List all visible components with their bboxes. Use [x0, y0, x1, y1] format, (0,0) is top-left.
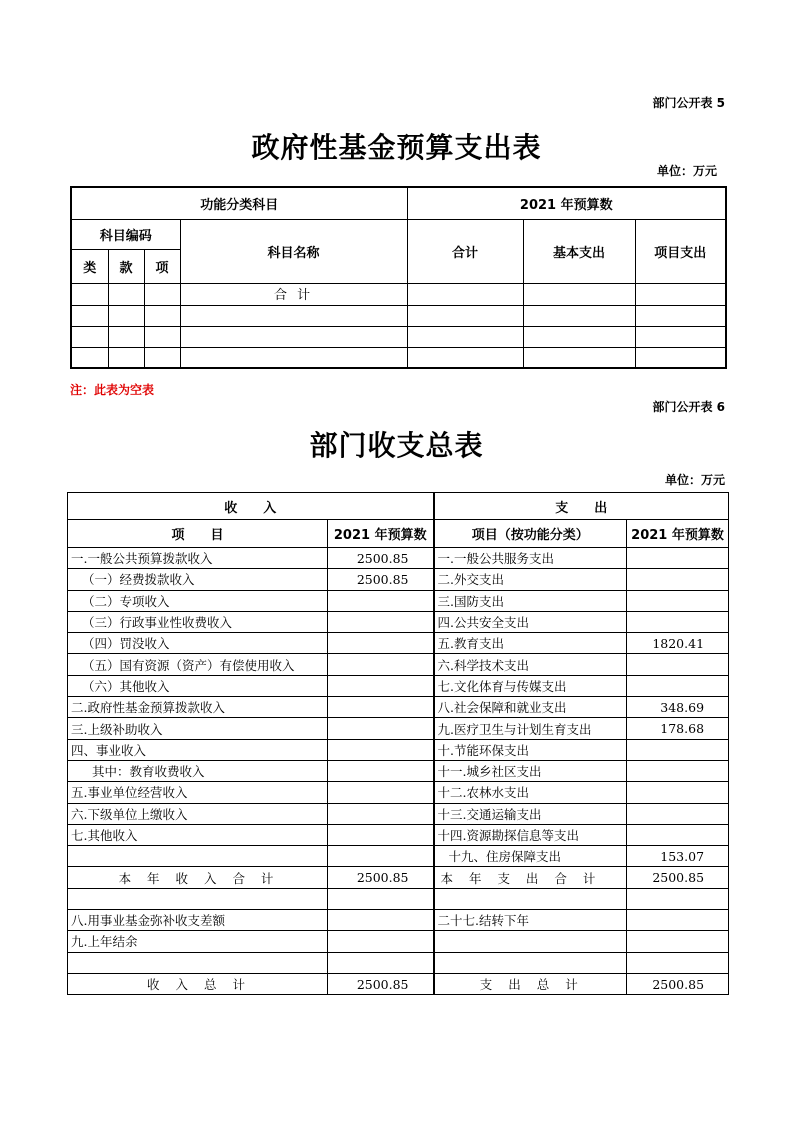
income-item: 一.一般公共预算拨款收入 — [68, 548, 328, 569]
expense-item: 十.节能环保支出 — [434, 739, 627, 760]
year-total-row — [68, 867, 729, 888]
header-basic-expense: 基本支出 — [523, 219, 635, 283]
table-row — [68, 782, 729, 803]
table6-title: 部门收支总表 — [309, 429, 484, 462]
col-item: 项 目 — [68, 520, 328, 548]
header-budget-2021: 2021 年预算数 — [407, 187, 726, 219]
expense-value — [627, 590, 729, 611]
fund-balance-label: 八.用事业基金弥补收支差额 — [68, 910, 328, 931]
expense-item: 二.外交支出 — [434, 569, 627, 590]
expense-item: 九.医疗卫生与计划生育支出 — [434, 718, 627, 739]
income-value — [328, 697, 434, 718]
header-functional-category: 功能分类科目 — [71, 187, 407, 219]
income-value — [328, 590, 434, 611]
table-row — [68, 697, 729, 718]
income-value — [328, 611, 434, 632]
table-row — [68, 718, 729, 739]
income-expense-summary-table — [67, 492, 729, 995]
expense-item: 一.一般公共服务支出 — [434, 548, 627, 569]
table-row — [68, 633, 729, 654]
income-item: （六）其他收入 — [68, 675, 328, 696]
expense-value — [627, 675, 729, 696]
table5-tag: 部门公开表 5 — [652, 96, 725, 110]
carry-forward-label: 二十七.结转下年 — [434, 910, 627, 931]
header-subject-name: 科目名称 — [180, 219, 407, 283]
grand-expense-total-label: 支 出 总 计 — [434, 973, 627, 994]
table-row — [68, 611, 729, 632]
expense-item: 八.社会保障和就业支出 — [434, 697, 627, 718]
header-lei: 类 — [71, 249, 108, 283]
income-header: 收 入 — [68, 493, 434, 520]
income-value — [328, 782, 434, 803]
income-item: （三）行政事业性收费收入 — [68, 611, 328, 632]
empty-table-note: 注：此表为空表 — [70, 383, 155, 397]
header-total: 合计 — [407, 219, 523, 283]
income-item — [68, 846, 328, 867]
table-row — [68, 569, 729, 590]
expense-item: 五.教育支出 — [434, 633, 627, 654]
income-value — [328, 718, 434, 739]
income-item: 七.其他收入 — [68, 824, 328, 845]
income-item: 其中：教育收费收入 — [68, 760, 328, 781]
last-year-balance-label: 九.上年结余 — [68, 931, 328, 952]
income-value — [328, 846, 434, 867]
expense-value: 1820.41 — [627, 633, 729, 654]
table-row — [68, 654, 729, 675]
expense-item: 十四.资源勘探信息等支出 — [434, 824, 627, 845]
table-row — [68, 548, 729, 569]
expense-header: 支 出 — [434, 493, 729, 520]
expense-value — [627, 654, 729, 675]
income-value — [328, 675, 434, 696]
year-income-total-label: 本 年 收 入 合 计 — [68, 867, 328, 888]
table-row — [68, 931, 729, 952]
table-row — [71, 283, 726, 305]
table6-tag: 部门公开表 6 — [652, 400, 725, 414]
table-row — [71, 326, 726, 347]
table5-unit: 单位：万元 — [656, 164, 717, 178]
expense-item: 十九、住房保障支出 — [434, 846, 627, 867]
expense-item: 四.公共安全支出 — [434, 611, 627, 632]
expense-value — [627, 782, 729, 803]
col-budget-income: 2021 年预算数 — [328, 520, 434, 548]
income-value — [328, 654, 434, 675]
table-row — [68, 910, 729, 931]
header-xiang: 项 — [144, 249, 180, 283]
table-row — [71, 305, 726, 326]
expense-item: 三.国防支出 — [434, 590, 627, 611]
expense-item: 七.文化体育与传媒支出 — [434, 675, 627, 696]
table5-title: 政府性基金预算支出表 — [251, 131, 542, 164]
header-kuan: 款 — [108, 249, 144, 283]
expense-value — [627, 569, 729, 590]
expense-value: 178.68 — [627, 718, 729, 739]
expense-value — [627, 548, 729, 569]
income-item: 五.事业单位经营收入 — [68, 782, 328, 803]
year-income-total-value: 2500.85 — [328, 867, 434, 888]
government-fund-expense-table — [70, 186, 727, 369]
table-row — [68, 846, 729, 867]
income-value — [328, 824, 434, 845]
income-value: 2500.85 — [328, 569, 434, 590]
table-row — [68, 803, 729, 824]
header-subject-code: 科目编码 — [71, 219, 180, 249]
col-budget-expense: 2021 年预算数 — [627, 520, 729, 548]
table-row — [68, 739, 729, 760]
income-value: 2500.85 — [328, 548, 434, 569]
table6-unit: 单位：万元 — [664, 473, 725, 487]
grand-income-total-label: 收 入 总 计 — [68, 973, 328, 994]
income-item: 三.上级补助收入 — [68, 718, 328, 739]
expense-value: 348.69 — [627, 697, 729, 718]
total-label: 合 计 — [180, 283, 407, 305]
table-row — [68, 760, 729, 781]
income-item: （一）经费拨款收入 — [68, 569, 328, 590]
table-row — [68, 675, 729, 696]
table-row — [68, 888, 729, 909]
expense-value — [627, 760, 729, 781]
income-value — [328, 633, 434, 654]
grand-total-row — [68, 973, 729, 994]
income-item: 四、事业收入 — [68, 739, 328, 760]
expense-value — [627, 611, 729, 632]
table-row — [68, 590, 729, 611]
expense-value — [627, 739, 729, 760]
year-expense-total-value: 2500.85 — [627, 867, 729, 888]
table-row — [71, 347, 726, 368]
income-item: 二.政府性基金预算拨款收入 — [68, 697, 328, 718]
income-value — [328, 739, 434, 760]
expense-item: 十二.农林水支出 — [434, 782, 627, 803]
income-value — [328, 803, 434, 824]
expense-item: 十一.城乡社区支出 — [434, 760, 627, 781]
expense-value — [627, 803, 729, 824]
header-project-expense: 项目支出 — [635, 219, 726, 283]
income-item: （二）专项收入 — [68, 590, 328, 611]
table-row — [68, 824, 729, 845]
col-item-functional: 项目（按功能分类） — [434, 520, 627, 548]
income-item: 六.下级单位上缴收入 — [68, 803, 328, 824]
expense-value: 153.07 — [627, 846, 729, 867]
table-row — [68, 952, 729, 973]
income-item: （五）国有资源（资产）有偿使用收入 — [68, 654, 328, 675]
expense-value — [627, 824, 729, 845]
year-expense-total-label: 本 年 支 出 合 计 — [434, 867, 627, 888]
expense-item: 十三.交通运输支出 — [434, 803, 627, 824]
income-item: （四）罚没收入 — [68, 633, 328, 654]
income-value — [328, 760, 434, 781]
expense-item: 六.科学技术支出 — [434, 654, 627, 675]
grand-expense-total-value: 2500.85 — [627, 973, 729, 994]
grand-income-total-value: 2500.85 — [328, 973, 434, 994]
